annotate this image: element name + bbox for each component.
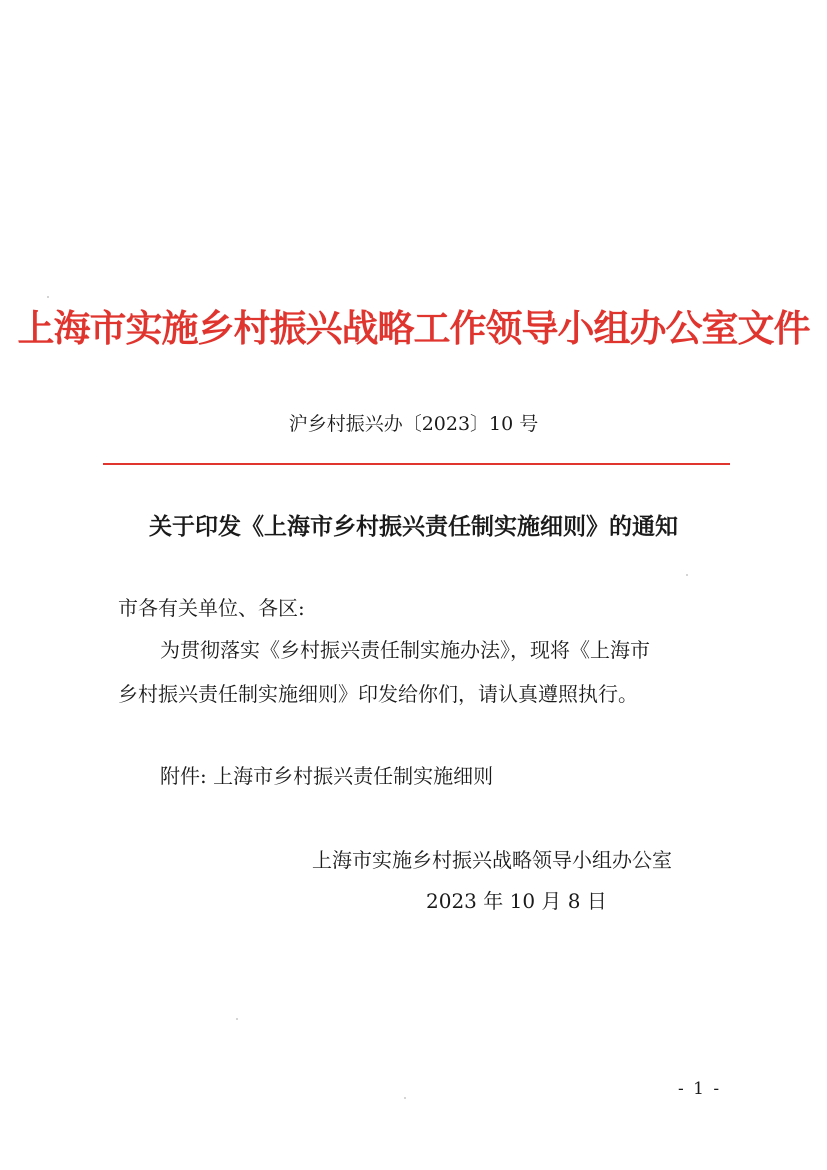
signature-date: 2023 年 10 月 8 日 xyxy=(426,889,607,913)
red-divider-line xyxy=(103,463,730,465)
scan-speck xyxy=(686,574,688,576)
body-paragraph-line-1: 为贯彻落实《乡村振兴责任制实施办法》，现将《上海市 xyxy=(160,638,650,662)
notice-title: 关于印发《上海市乡村振兴责任制实施细则》的通知 xyxy=(149,513,678,540)
document-header-title: 上海市实施乡村振兴战略工作领导小组办公室文件 xyxy=(17,306,810,350)
salutation: 市各有关单位、各区: xyxy=(118,596,305,620)
signature-organization: 上海市实施乡村振兴战略领导小组办公室 xyxy=(312,848,672,872)
attachment-line: 附件: 上海市乡村振兴责任制实施细则 xyxy=(160,764,494,788)
scan-speck xyxy=(404,1097,406,1099)
body-paragraph-line-2: 乡村振兴责任制实施细则》印发给你们，请认真遵照执行。 xyxy=(118,682,638,706)
scan-speck xyxy=(236,1018,238,1020)
scan-speck xyxy=(47,296,49,298)
document-number: 沪乡村振兴办〔2023〕10 号 xyxy=(288,413,539,435)
page-number: - 1 - xyxy=(678,1079,722,1099)
